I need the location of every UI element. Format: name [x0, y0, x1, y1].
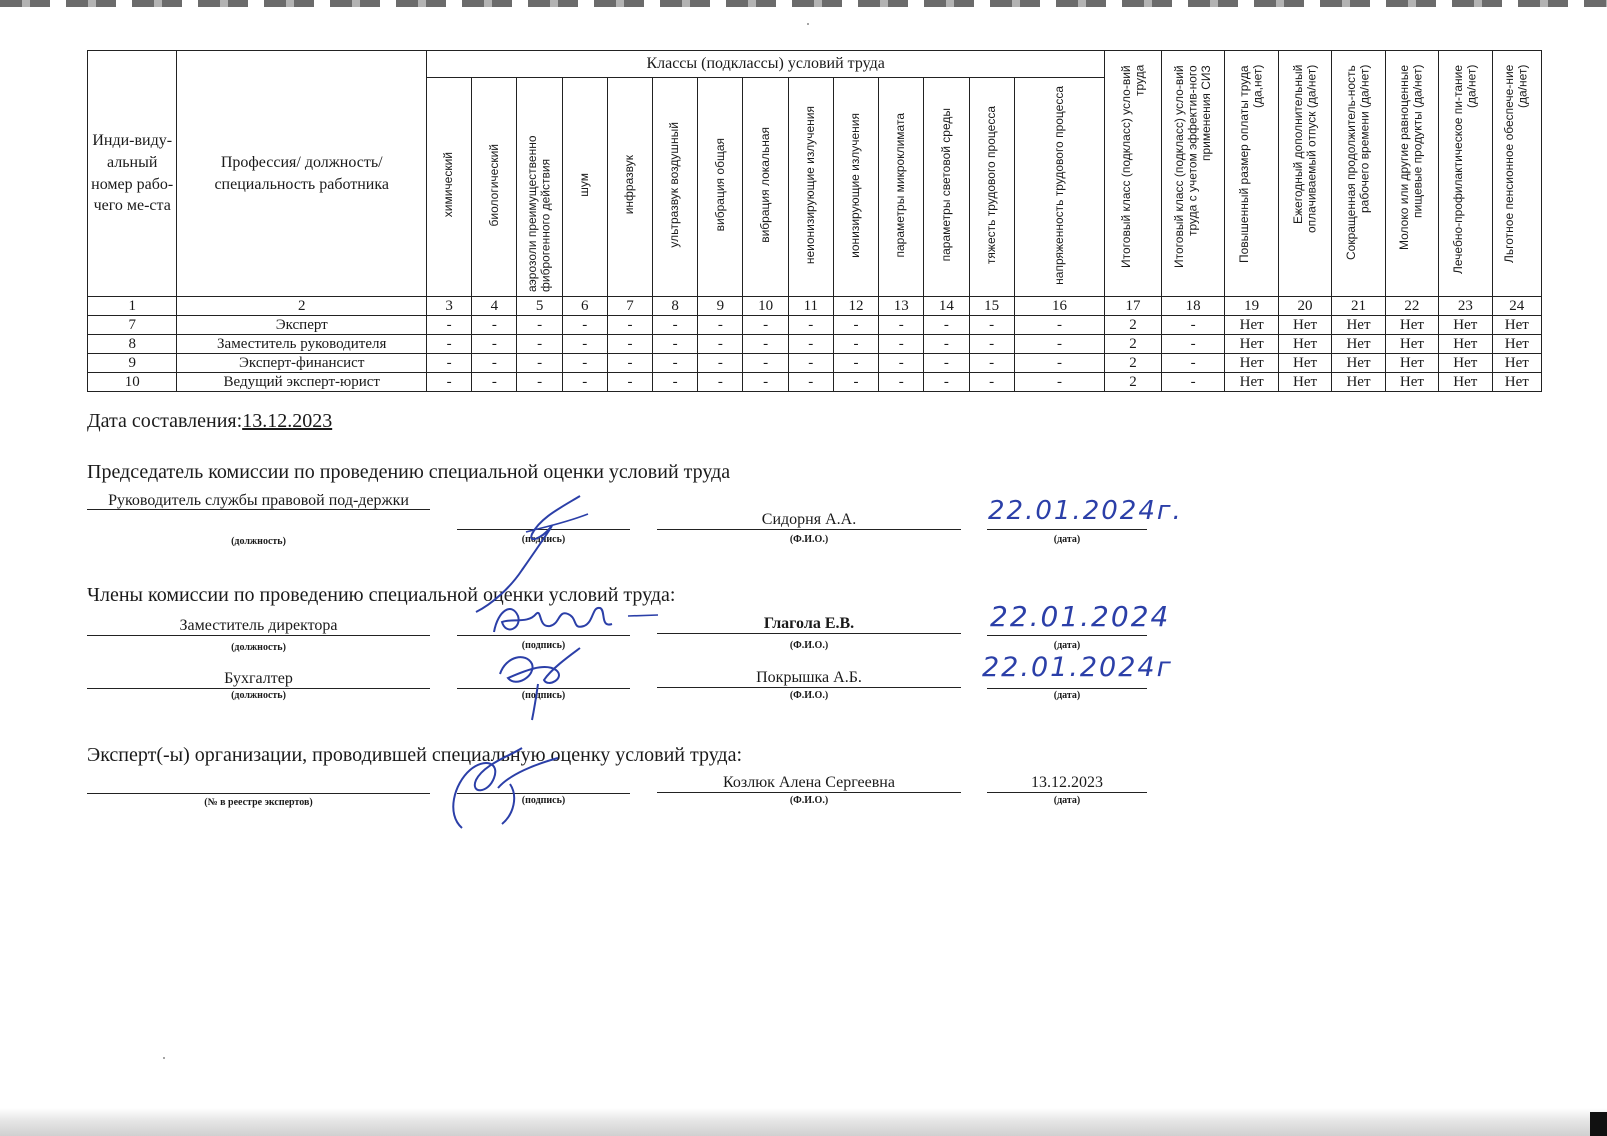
member-2-caption-signature: (подпись): [521, 690, 566, 701]
table-cell: Нет: [1385, 335, 1438, 354]
column-numbers-row: [88, 297, 1542, 316]
table-cell: -: [698, 373, 743, 392]
table-cell: Нет: [1385, 354, 1438, 373]
header-factor-nonionizing: неионизирующие излучения: [788, 78, 833, 297]
header-factor-lighting: параметры световой среды: [924, 78, 969, 297]
table-cell: Нет: [1439, 335, 1492, 354]
chairman-signature-line: [457, 512, 630, 530]
member-1-date: 22.01.2024: [990, 600, 1171, 633]
header-factor-aerosols: аэрозоли преимущественно фиброгенного действия: [517, 78, 562, 297]
table-cell: -: [879, 373, 924, 392]
table-cell: -: [653, 335, 698, 354]
table-cell: -: [1014, 354, 1105, 373]
member-1-caption-position: (должность): [231, 642, 286, 653]
table-cell: -: [1161, 316, 1225, 335]
table-cell: -: [517, 373, 562, 392]
table-cell: -: [1161, 354, 1225, 373]
column-number: 23: [1439, 297, 1492, 316]
table-cell: -: [517, 335, 562, 354]
table-cell: -: [833, 373, 878, 392]
table-cell: -: [472, 354, 517, 373]
column-number: 1: [88, 297, 177, 316]
column-number: 3: [427, 297, 472, 316]
table-cell: 2: [1105, 335, 1162, 354]
table-cell: -: [653, 373, 698, 392]
member-1-fio: Глагола Е.В.: [657, 615, 961, 634]
table-cell: -: [653, 316, 698, 335]
table-row: [88, 335, 1542, 354]
workplace-id: 8: [88, 335, 177, 354]
member-2-caption-date: (дата): [1053, 690, 1081, 701]
table-cell: Нет: [1439, 373, 1492, 392]
column-number: 21: [1332, 297, 1385, 316]
profession-cell: Заместитель руководителя: [177, 335, 427, 354]
column-number: 14: [924, 297, 969, 316]
table-cell: -: [788, 354, 833, 373]
table-cell: Нет: [1492, 373, 1541, 392]
table-cell: -: [969, 373, 1014, 392]
table-cell: -: [924, 373, 969, 392]
expert-caption-signature: (подпись): [521, 795, 566, 806]
table-cell: -: [788, 373, 833, 392]
column-number: 18: [1161, 297, 1225, 316]
table-cell: Нет: [1439, 316, 1492, 335]
table-cell: -: [924, 335, 969, 354]
member-1-position: Заместитель директора: [87, 617, 430, 636]
table-cell: Нет: [1332, 316, 1385, 335]
column-number: 7: [607, 297, 652, 316]
table-cell: -: [833, 335, 878, 354]
members-title: Члены комиссии по проведению специальной оценки условий труда:: [87, 584, 676, 606]
table-cell: Нет: [1332, 373, 1385, 392]
table-cell: -: [1014, 316, 1105, 335]
header-factor-ultrasound: ультразвук воздушный: [653, 78, 698, 297]
column-number: 4: [472, 297, 517, 316]
table-body: [88, 297, 1542, 392]
member-1-caption-signature: (подпись): [521, 640, 566, 651]
table-cell: -: [472, 316, 517, 335]
table-cell: -: [562, 373, 607, 392]
member-2-caption-fio: (Ф.И.О.): [789, 690, 829, 701]
table-cell: Нет: [1225, 316, 1278, 335]
table-cell: -: [607, 316, 652, 335]
table-cell: -: [517, 354, 562, 373]
table-cell: -: [969, 316, 1014, 335]
column-number: 24: [1492, 297, 1541, 316]
column-number: 6: [562, 297, 607, 316]
member-2-position: Бухгалтер: [87, 670, 430, 689]
table-cell: Нет: [1278, 335, 1331, 354]
member-2-fio: Покрышка А.Б.: [657, 669, 961, 688]
column-number: 20: [1278, 297, 1331, 316]
table-cell: -: [743, 316, 788, 335]
header-factor-microclimate: параметры микроклимата: [879, 78, 924, 297]
table-cell: -: [427, 316, 472, 335]
compile-date: [87, 410, 332, 433]
table-cell: Нет: [1439, 354, 1492, 373]
scan-speck: [163, 1057, 165, 1059]
workplace-id: 9: [88, 354, 177, 373]
header-reduced-hours: Сокращенная продолжитель-ность рабочего времени (да/нет): [1332, 51, 1385, 297]
header-factor-local-vibration: вибрация локальная: [743, 78, 788, 297]
column-number: 17: [1105, 297, 1162, 316]
table-cell: -: [833, 316, 878, 335]
header-workplace-id: Инди-виду-альный номер рабо-чего ме-ста: [88, 51, 177, 297]
caption-position: (должность): [231, 536, 286, 547]
table-cell: Нет: [1278, 373, 1331, 392]
chairman-fio: Сидорня А.А.: [657, 511, 961, 530]
table-cell: -: [472, 373, 517, 392]
table-cell: -: [607, 354, 652, 373]
table-cell: -: [924, 316, 969, 335]
header-factor-labor-severity: тяжесть трудового процесса: [969, 78, 1014, 297]
table-cell: -: [743, 354, 788, 373]
table-cell: -: [924, 354, 969, 373]
table-row: [88, 316, 1542, 335]
chairman-title: Председатель комиссии по проведению специальной оценки условий труда: [87, 461, 731, 483]
table-cell: -: [743, 335, 788, 354]
table-cell: -: [743, 373, 788, 392]
table-cell: -: [517, 316, 562, 335]
table-cell: Нет: [1278, 316, 1331, 335]
workplace-id: 7: [88, 316, 177, 335]
header-factor-labor-intensity: напряженность трудового процесса: [1014, 78, 1105, 297]
table-cell: Нет: [1492, 335, 1541, 354]
profession-cell: Эксперт-финансист: [177, 354, 427, 373]
header-factor-ionizing: ионизирующие излучения: [833, 78, 878, 297]
column-number: 22: [1385, 297, 1438, 316]
profession-cell: Эксперт: [177, 316, 427, 335]
chairman-date: 22.01.2024г.: [988, 496, 1183, 526]
header-milk: Молоко или другие равноценные пищевые продукты (да/нет): [1385, 51, 1438, 297]
table-cell: -: [472, 335, 517, 354]
table-cell: Нет: [1225, 354, 1278, 373]
column-number: 5: [517, 297, 562, 316]
table-cell: -: [969, 335, 1014, 354]
table-cell: -: [969, 354, 1014, 373]
table-cell: -: [1014, 373, 1105, 392]
column-number: 8: [653, 297, 698, 316]
header-factor-noise: шум: [562, 78, 607, 297]
table-cell: Нет: [1385, 373, 1438, 392]
table-cell: -: [698, 335, 743, 354]
table-cell: Нет: [1492, 354, 1541, 373]
column-number: 9: [698, 297, 743, 316]
expert-fio: Козлюк Алена Сергеевна: [657, 774, 961, 793]
caption-signature: (подпись): [521, 534, 566, 545]
table-cell: -: [1161, 373, 1225, 392]
member-2-signature-line: [457, 670, 630, 689]
workplace-id: 10: [88, 373, 177, 392]
table-cell: Нет: [1278, 354, 1331, 373]
chairman-position: Руководитель службы правовой под-держки: [87, 492, 430, 510]
table-cell: -: [833, 354, 878, 373]
table-cell: 2: [1105, 316, 1162, 335]
expert-registry-line: [87, 775, 430, 794]
header-final-class-siz: Итоговый класс (подкласс) усло-вий труда с учетом эффектив-ного применения СИЗ: [1161, 51, 1225, 297]
table-cell: -: [879, 354, 924, 373]
member-1-caption-date: (дата): [1053, 640, 1081, 651]
table-cell: -: [879, 316, 924, 335]
scan-speck: [807, 23, 809, 25]
table-cell: -: [698, 316, 743, 335]
column-number: 13: [879, 297, 924, 316]
header-therapeutic-food: Лечебно-профилактическое пи-тание (да/нет): [1439, 51, 1492, 297]
column-number: 11: [788, 297, 833, 316]
table-cell: Нет: [1332, 335, 1385, 354]
header-factor-general-vibration: вибрация общая: [698, 78, 743, 297]
expert-signature-line: [457, 775, 630, 794]
expert-caption-date: (дата): [1053, 795, 1081, 806]
expert-date: 13.12.2023: [987, 774, 1147, 793]
member-2-caption-position: (должность): [231, 690, 286, 701]
table-cell: -: [427, 354, 472, 373]
table-cell: Нет: [1225, 373, 1278, 392]
table-cell: -: [562, 335, 607, 354]
header-factor-biological: биологический: [472, 78, 517, 297]
table-cell: -: [427, 373, 472, 392]
header-profession: Профессия/ должность/ специальность работника: [177, 51, 427, 297]
table-cell: Нет: [1492, 316, 1541, 335]
table-cell: -: [653, 354, 698, 373]
table-cell: -: [879, 335, 924, 354]
table-cell: Нет: [1385, 316, 1438, 335]
table-cell: -: [607, 335, 652, 354]
header-final-class: Итоговый класс (подкласс) усло-вий труда: [1105, 51, 1162, 297]
table-cell: -: [1161, 335, 1225, 354]
column-number: 16: [1014, 297, 1105, 316]
member-1-signature-line: [457, 617, 630, 636]
table-cell: -: [562, 316, 607, 335]
compile-date-label: Дата составления:: [87, 410, 243, 432]
table-row: [88, 373, 1542, 392]
table-cell: -: [698, 354, 743, 373]
column-number: 12: [833, 297, 878, 316]
table-cell: Нет: [1225, 335, 1278, 354]
table-cell: -: [788, 316, 833, 335]
member-1-caption-fio: (Ф.И.О.): [789, 640, 829, 651]
table-cell: Нет: [1332, 354, 1385, 373]
header-additional-leave: Ежегодный дополнительный оплачиваемый отпуск (да/нет): [1278, 51, 1331, 297]
scan-top-edge: [0, 0, 1607, 7]
table-cell: -: [427, 335, 472, 354]
table-cell: -: [788, 335, 833, 354]
experts-title: Эксперт(-ы) организации, проводившей специальную оценку условий труда:: [87, 744, 743, 766]
compile-date-value: 13.12.2023: [242, 410, 333, 432]
header-pension: Льготное пенсионное обеспече-ние (да/нет): [1492, 51, 1541, 297]
header-factor-infrasound: инфразвук: [607, 78, 652, 297]
header-classes-group: Классы (подклассы) условий труда: [427, 51, 1105, 78]
table-cell: -: [607, 373, 652, 392]
expert-caption-registry: (№ в реестре экспертов): [204, 797, 313, 808]
scan-bottom-edge: [0, 1108, 1607, 1136]
sout-results-table: [87, 50, 1542, 392]
table-cell: -: [1014, 335, 1105, 354]
column-number: 19: [1225, 297, 1278, 316]
header-increased-pay: Повышенный размер оплаты труда (да,нет): [1225, 51, 1278, 297]
member-2-date: 22.01.2024г: [982, 652, 1173, 683]
profession-cell: Ведущий эксперт-юрист: [177, 373, 427, 392]
table-cell: 2: [1105, 354, 1162, 373]
caption-fio: (Ф.И.О.): [789, 534, 829, 545]
column-number: 10: [743, 297, 788, 316]
scan-corner-mark: [1590, 1112, 1607, 1136]
table-cell: -: [562, 354, 607, 373]
header-factor-chemical: химический: [427, 78, 472, 297]
column-number: 2: [177, 297, 427, 316]
column-number: 15: [969, 297, 1014, 316]
expert-caption-fio: (Ф.И.О.): [789, 795, 829, 806]
caption-date: (дата): [1053, 534, 1081, 545]
table-cell: 2: [1105, 373, 1162, 392]
table-row: [88, 354, 1542, 373]
